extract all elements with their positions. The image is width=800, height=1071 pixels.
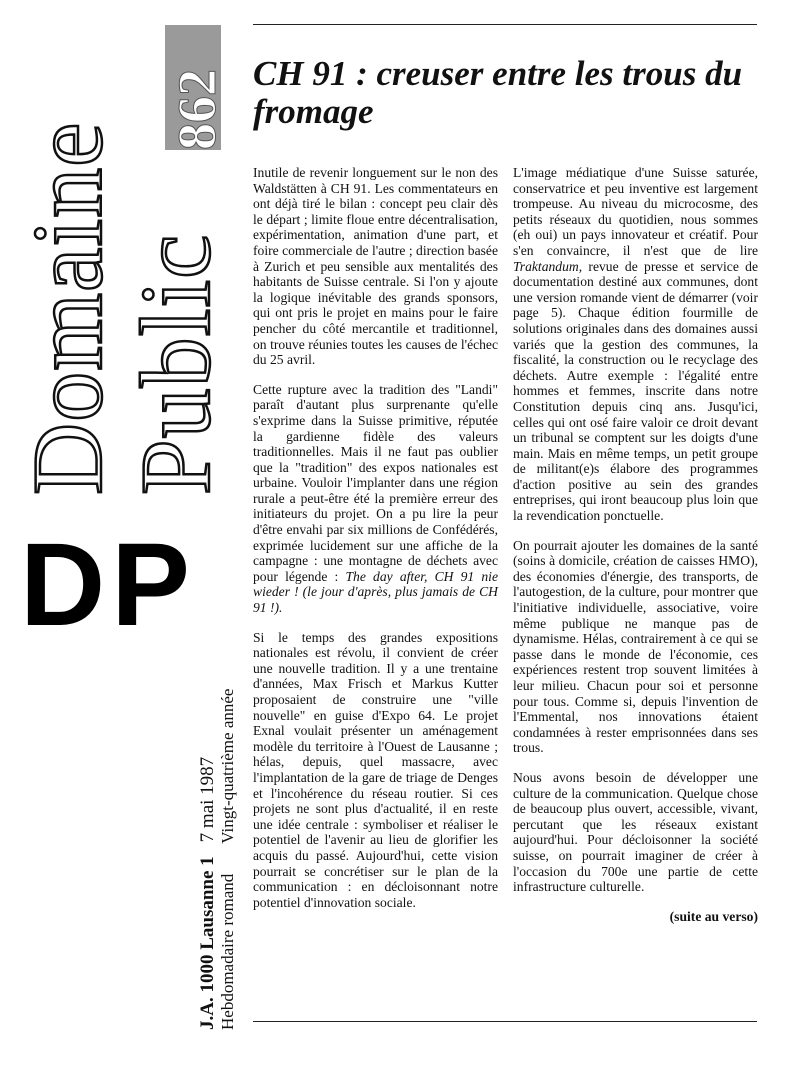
paragraph: Cette rupture avec la tradition des "Landi" paraît d'autant plus surprenante qu'elle s'exprime dans la Suisse primitive, réputée la gardienne fidèle des valeurs traditionnelles. Mais il ne faut pas oublier que la "tradition" des expos nationales est urbaine. Vouloir l'implanter dans une région rurale a peut-être été la première erreur des initiateurs du projet. On a pu lire la peur d'être envahi par six millions de Confédérés, exprimée lucidement sur une affiche de la campagne : une montagne de déchets avec pour légende : The day after, CH 91 nie wieder ! (le jour d'après, plus jamais de CH 91 !). xyxy=(253,381,498,616)
top-rule xyxy=(253,24,757,25)
article-column-1 xyxy=(253,165,498,924)
address: J.A. 1000 Lausanne 1 xyxy=(197,856,218,1030)
masthead-public: Public xyxy=(120,233,231,495)
issue-date: 7 mai 1987 xyxy=(197,756,218,843)
publication-type: Hebdomadaire romand xyxy=(218,873,237,1030)
paragraph: Si le temps des grandes expositions nationales est révolu, il convient de créer une nouvelle tradition. Il y a une trentaine d'années, Max Frisch et Markus Kutter proposaient de construire une "ville nouvelle" en guise d'Expo 64. Le projet Exnal voulait présenter un aménagement modèle du territoire à l'Ouest de Lausanne ; hélas, depuis, quel massacre, avec l'implantation de la gare de triage de Denges et l'incohérence du réseau routier. Si ces projets ne sont plus d'actualité, il en reste une idée centrale : symboliser et réaliser le potentiel de l'avenir au lieu de glorifier les acquis du passé. Aujourd'hui, cette vision pourrait se concrétiser sur le plan de la communication : en décloisonnant notre potentiel d'innovation sociale. xyxy=(253,629,498,910)
paragraph: Inutile de revenir longuement sur le non des Waldstätten à CH 91. Les commentateurs en ont déjà tiré le bilan : concept peu clair dès le départ ; limite floue entre décentralisation, expérimentation, animation d'une part, et foire commerciale de l'autre ; direction basée à Zurich et peu sensible aux mentalités des habitants de Suisse centrale. Si l'on y ajoute la logique inévitable des grands sponsors, qui ont pris le projet en mains pour le faire pencher du côté mercantile et traditionnel, on trouve réunies toutes les causes de l'échec du 25 avril. xyxy=(253,165,498,368)
traktandum-title: Traktandum, xyxy=(513,258,583,274)
article-title: CH 91 : creuser entre les trous du fromage xyxy=(253,54,743,131)
issue-number: 862 xyxy=(167,69,227,150)
dp-logo: DP xyxy=(20,519,196,651)
campaign-quote: The day after, CH 91 nie wieder ! (le jour d'après, plus jamais de CH 91 !). xyxy=(253,568,498,616)
paragraph: L'image médiatique d'une Suisse saturée, conservatrice et peu inventive est largement trompeuse. Au niveau du microcosme, des petits réseaux du quotidien, nous sommes (eh oui) un pays innovateur et créatif. Pour s'en convaincre, il n'est que de lire Traktandum, revue de presse et service de documentation destiné aux communes, dont une version romande vient de démarrer (voir page 5). Chaque édition fourmille de solutions originales dans des domaines aussi variés que la gestion des communes, la fiscalité, la construction ou le recyclage des déchets. Autre exemple : l'égalité entre hommes et femmes, inscrite dans notre Constitution depuis cinq ans. Jusqu'ici, celles qui ont osé faire valoir ce droit devant un tribunal se comptent sur les doigts d'une main. Mais en même temps, un petit groupe de militant(e)s élabore des programmes d'action positive au sein des grandes entreprises, qui iront beaucoup plus loin que la revendication ponctuelle. xyxy=(513,165,758,524)
article-column-2 xyxy=(513,165,758,938)
bottom-rule xyxy=(253,1021,757,1022)
continued-note: (suite au verso) xyxy=(669,908,758,924)
publication-year: Vingt-quatrième année xyxy=(218,688,237,844)
sidebar-line-2 xyxy=(218,689,238,1030)
sidebar-line-1 xyxy=(197,757,219,1030)
paragraph: Nous avons besoin de développer une culture de la communication. Quelque chose de beaucoup plus ouvert, accessible, vivant, percutant que les réseaux existant aujourd'hui. Pour décloisonner la société suisse, on pourrait imaginer de créer à l'occasion du 700e une partie de cette infrastructure culturelle. xyxy=(513,769,758,895)
paragraph: On pourrait ajouter les domaines de la santé (soins à domicile, création de caisses HMO), des économies d'énergie, des transports, de l'autogestion, de la culture, pour montrer que l'initiative individuelle, associative, voire même publique ne manque pas de dynamisme. Hélas, contrairement à ce qui se passe dans le monde de l'économie, ces expériences restent trop souvent limitées à leur milieu. Chacun pour soi et personne pour tous. Comme si, depuis l'invention de l'Emmental, nos innovations étaient condamnées à rester emprisonnées dans ses trous. xyxy=(513,537,758,756)
masthead-domaine: Domaine xyxy=(12,121,123,495)
